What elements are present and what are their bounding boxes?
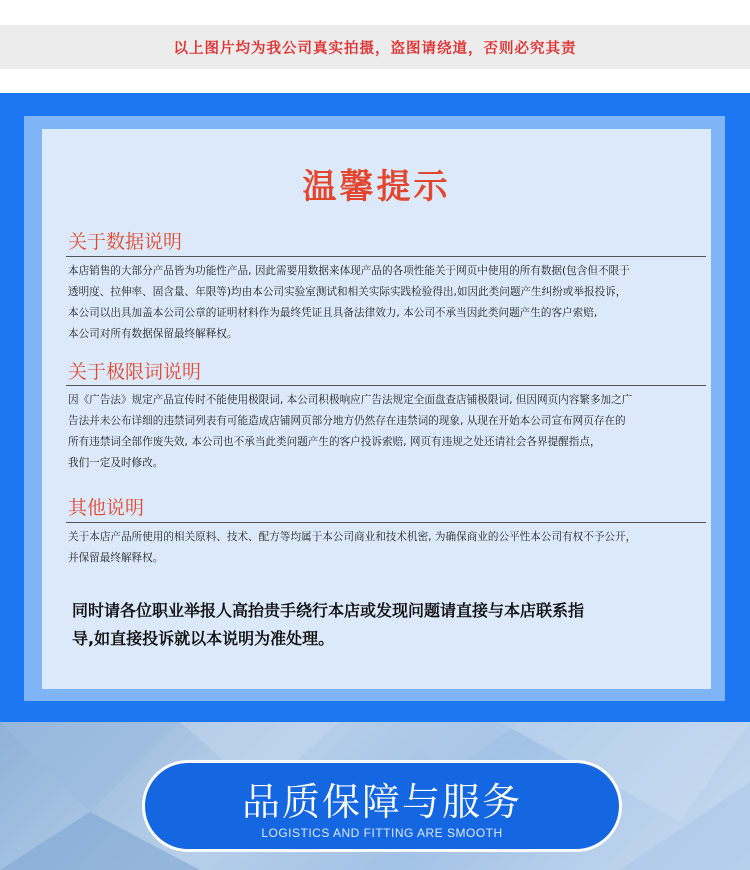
text-line: 我们一定及时修改。 xyxy=(68,457,164,469)
text-line: 关于本店产品所使用的相关原料、技术、配方等均属于本公司商业和技术机密, 为确保商业的公平性本公司有权不予公开， xyxy=(68,531,637,543)
copyright-banner-text: 以上图片均为我公司真实拍摄，盗图请绕道，否则必究其责 xyxy=(173,40,577,57)
section-heading-restricted-words: 关于极限词说明 xyxy=(68,361,202,383)
copyright-banner xyxy=(0,25,750,69)
final-note-line: 导,如直接投诉就以本说明为准处理。 xyxy=(72,629,335,648)
text-line: 本公司以出具加盖本公司公章的证明材料作为最终凭证且具备法律效力, 本公司不承当因此类问题产生的客户索赔, xyxy=(68,307,598,319)
section-body-data xyxy=(68,261,703,345)
section-body-other xyxy=(68,527,703,569)
section-divider xyxy=(66,385,706,386)
notice-panel xyxy=(42,129,711,689)
final-note-line: 同时请各位职业举报人高抬贵手绕行本店或发现问题请直接与本店联系指 xyxy=(72,601,585,620)
text-line: 因《广告法》规定产品宣传时不能使用极限词, 本公司积极响应广告法规定全面盘查店铺极限词, 但因网页内容繁多加之广 xyxy=(68,394,633,406)
final-note xyxy=(72,597,697,653)
service-banner xyxy=(142,760,622,852)
service-subtitle: LOGISTICS AND FITTING ARE SMOOTH xyxy=(261,826,503,840)
section-divider xyxy=(66,522,706,523)
section-divider xyxy=(66,256,706,257)
section-heading-other: 其他说明 xyxy=(68,497,145,519)
section-body-restricted-words xyxy=(68,390,703,474)
text-line: 透明度、拉伸率、固含量、年限等)均由本公司实验室测试和相关实际实践检验得出,如因此类问题产生纠纷或举报投诉， xyxy=(68,286,627,298)
notice-title: 温馨提示 xyxy=(302,167,451,207)
service-title: 品质保障与服务 xyxy=(241,780,522,824)
text-line: 本店销售的大部分产品皆为功能性产品, 因此需要用数据来体现产品的各项性能关于网页中使用的所有数据(包含但不限于 xyxy=(68,265,630,277)
text-line: 告法并未公布详细的违禁词列表有可能造成店铺网页部分地方仍然存在违禁词的现象, 从现在开始本公司宣布网页存在的 xyxy=(68,415,626,427)
section-heading-data: 关于数据说明 xyxy=(68,231,183,253)
text-line: 并保留最终解释权。 xyxy=(68,552,164,564)
text-line: 本公司对所有数据保留最终解释权。 xyxy=(68,328,238,340)
text-line: 所有违禁词全部作废失效, 本公司也不承当此类问题产生的客户投诉索赔, 网页有违规之处还请社会各界提醒指点， xyxy=(68,436,601,448)
